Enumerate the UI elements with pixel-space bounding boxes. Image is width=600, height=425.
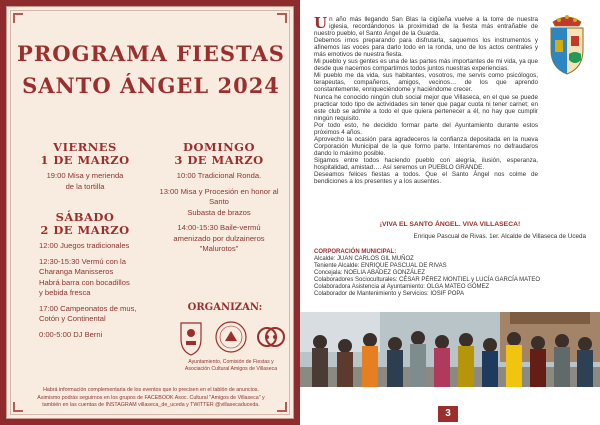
organizer-line: Ayuntamiento, Comisión de Fiestas y xyxy=(188,359,274,365)
event-line: 0:00-5:00 DJ Berni xyxy=(39,329,103,339)
organizer-logos xyxy=(175,317,287,357)
event-line: amenizado por dulzaineros xyxy=(173,233,265,243)
event-line: 13:00 Misa y Procesión en honor al Santo xyxy=(159,186,279,206)
dropcap: U xyxy=(314,14,328,32)
program-frame xyxy=(6,6,294,419)
sabado-heading xyxy=(27,211,143,237)
corner-ornament xyxy=(277,402,287,412)
corner-ornament xyxy=(13,402,23,412)
corporacion-member: Concejala: NOELIA ABADEZ GONZÁLEZ xyxy=(314,270,426,277)
paragraph-text: n año más llegando San Blas la cigüeña vuelve a la torre de nuestra iglesia, recordándonos la proximidad de la fiesta más entrañable de nuestro pueblo, el Santo Ángel de la Guarda. xyxy=(314,16,538,38)
corporacion-heading: CORPORACIÓN MUNICIPAL: xyxy=(314,249,397,255)
letter-paragraph: Deseamos felices fiestas a todos. Que el Santo Ángel nos colme de bendiciones a los presentes y a los ausentes. xyxy=(314,171,538,186)
letter-paragraph: Debemos irnos preparando para disfrutarla, saquemos los instrumentos y afinemos las voces para darlo todo en la ronda, uno de los actos centrales y más emotivos de nuestra fiesta. xyxy=(314,37,538,59)
corner-ornament xyxy=(13,13,23,23)
domingo-events xyxy=(149,171,289,255)
domingo-day: DOMINGO xyxy=(183,140,255,154)
letter-page xyxy=(300,0,600,425)
sabado-events xyxy=(27,241,143,340)
organizer-line: Asociación Cultural Amigos de Villaseca xyxy=(184,366,278,372)
letter-paragraph: Aprovecho la ocasión para agradeceros la confianza depositada en la nueva Corporación Municipal de la que formo parte. Intentaremos no defraudaros dando lo máximo posible. xyxy=(314,135,538,157)
town-shield-icon xyxy=(181,323,201,355)
corporacion-member: Teniente Alcalde: ENRIQUE PASCUAL DE RIVAS xyxy=(314,263,447,270)
sabado-day: SÁBADO xyxy=(55,210,115,224)
event-line: y bebida fresca xyxy=(39,288,91,297)
footer-line: Habrá información complementaria de los eventos que lo precisen en el tablón de anuncios. xyxy=(43,387,259,393)
event-line: 14:00-15:30 Baile-vermú xyxy=(177,223,261,232)
program-title-line2: SANTO ÁNGEL 2024 xyxy=(22,73,280,98)
mayor-letter xyxy=(314,16,538,185)
association-logo-icon xyxy=(258,328,284,346)
viernes-day: VIERNES xyxy=(53,140,117,154)
letter-paragraph: Por todo esto, he decidido formar parte del Ayuntamiento durante estos próximos 4 años. xyxy=(314,121,538,136)
letter-paragraph: Sigamos entre todos haciendo pueblo con alegría, ilusión, esperanza, hospitalidad, amistad…. Así seremos un PUEBLO GRANDE. xyxy=(314,156,538,171)
footer-line: también en las cuentas de INSTAGRAM villaseca_de_uceda y TWITTER @villasecaduceda. xyxy=(42,402,260,408)
corporacion-member: Colaborador de Mantenimiento y Servicios: IOSIF POPA xyxy=(314,291,464,298)
domingo-heading xyxy=(149,141,289,167)
group-photo xyxy=(300,312,600,387)
event-line: 19:00 Misa y merienda xyxy=(46,171,124,180)
letter-paragraph: Nunca he conocido ningún club social mejor que Villaseca, en el que se puede practicar todo tipo de actividades sin tener que pagar cuota ni tener carnet; en este club se admite a todo el que quiera pertenecer a él, no hay que cumplir ningún requisito. xyxy=(314,93,538,122)
viva-slogan: ¡VIVA EL SANTO ÁNGEL. VIVA VILLASECA! xyxy=(379,221,521,228)
event-line: "Malurotos" xyxy=(199,244,239,253)
commission-seal-icon xyxy=(216,322,246,352)
corporacion-municipal xyxy=(314,249,586,298)
sabado-date: 2 DE MARZO xyxy=(40,223,130,237)
event-line: Subasta de brazos xyxy=(187,207,251,217)
organizer-names xyxy=(175,359,287,373)
info-footer xyxy=(25,387,277,410)
corporacion-member: Alcalde: JUAN CARLOS GIL MUÑOZ xyxy=(314,256,414,263)
event-line: 10:00 Tradicional Ronda. xyxy=(176,171,262,180)
signature-line: Enrique Pascual de Rivas. 1er. Alcalde de Villaseca de Uceda xyxy=(413,233,586,240)
event-line: 12:30-15:30 Vermú con la xyxy=(39,256,126,266)
event-line: Charanga Manisseros xyxy=(39,267,114,276)
viernes-heading xyxy=(27,141,143,167)
event-line: de la tortilla xyxy=(65,181,105,191)
domingo-date: 3 DE MARZO xyxy=(174,153,264,167)
event-line: Cotón y Continental xyxy=(39,314,106,323)
corner-ornament xyxy=(277,13,287,23)
footer-line: Asimismo podrás seguirnos en los grupos de FACEBOOK Asoc. Cultural "Amigos de Villaseca" y xyxy=(37,394,265,401)
event-line: Habrá barra con bocadillos xyxy=(39,277,130,287)
corporacion-member: Colaboradores Socioculturales: CÉSAR PÉREZ MONTIEL y LUCÍA GARCÍA MATEO xyxy=(314,277,541,284)
letter-paragraph: Mi pueblo y sus gentes es una de las partes más importantes de mi vida, ya que desde que nacemos compartimos todos juntos nuestras experiencias. xyxy=(314,58,539,73)
letter-paragraph xyxy=(314,16,538,37)
letter-paragraph: Mi pueblo me da vida, sus habitantes, vosotros, me servís como psicólogos, terapeutas, compañeros, amigos, vecinos… de los que aprendo constantemente, enriqueciéndome y haciéndome crecer. xyxy=(314,72,538,94)
event-line: 17:00 Campeonatos de mus, xyxy=(39,303,137,313)
viernes-date: 1 DE MARZO xyxy=(40,153,130,167)
coat-of-arms-icon xyxy=(545,14,589,78)
corporacion-member: Colaboradora Asistencia al Ayuntamiento: OLGA MATEO GÓMEZ xyxy=(314,284,490,291)
viernes-events xyxy=(27,171,143,192)
page-number: 3 xyxy=(438,406,458,422)
event-line: 12:00 Juegos tradicionales xyxy=(39,241,130,250)
organizan-label: ORGANIZAN: xyxy=(187,302,263,313)
program-title-line1: PROGRAMA FIESTAS xyxy=(17,41,285,66)
